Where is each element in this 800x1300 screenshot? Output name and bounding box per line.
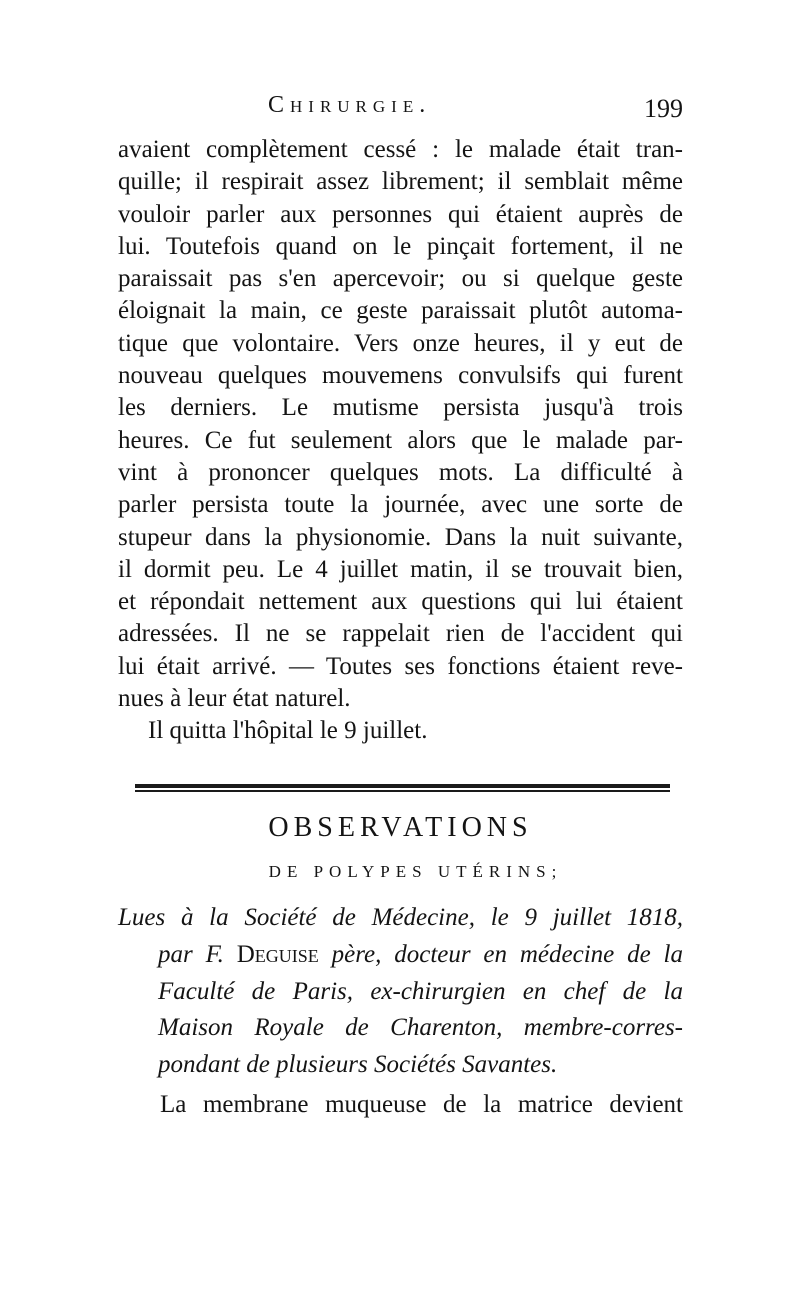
text-line: heures. Ce fut seulement alors que le malade par- [118, 426, 683, 454]
byline-line: Lues à la Société de Médecine, le 9 juillet 1818, [118, 904, 683, 931]
byline-suffix: père, docteur en médecine de la [318, 940, 683, 968]
text-line: parler persista toute la journée, avec une sorte de [118, 491, 683, 519]
text-line: nues à leur état naturel. [118, 685, 351, 713]
text-line: paraissait pas s'en apercevoir; ou si quelque geste [118, 265, 683, 293]
text-line: les derniers. Le mutisme persista jusqu'à trois [118, 394, 683, 422]
divider-thick-line [135, 784, 670, 788]
author-name: Deguise [236, 940, 319, 968]
text-line: éloignait la main, ce geste paraissait plutôt automa- [118, 297, 683, 325]
text-line: vint à prononcer quelques mots. La difficulté à [118, 458, 683, 486]
running-title: Chirurgie. [268, 92, 432, 118]
byline-line: pondant de plusieurs Sociétés Savantes. [158, 1051, 558, 1079]
section-subtitle: DE POLYPES UTÉRINS; [268, 862, 563, 881]
text-line: il dormit peu. Le 4 juillet matin, il se trouvait bien, [118, 555, 683, 583]
section-title: OBSERVATIONS [268, 812, 533, 843]
text-line: lui. Toutefois quand on le pinçait fortement, il ne [118, 232, 683, 260]
byline [118, 900, 683, 1084]
text-line: et répondait nettement aux questions qui lui étaient [118, 588, 683, 616]
paragraph-line: Il quitta l'hôpital le 9 juillet. [148, 717, 428, 745]
divider-thin-line [135, 790, 670, 792]
byline-prefix: par F. [158, 940, 237, 968]
section-divider-rule [135, 782, 670, 794]
running-head [118, 92, 683, 132]
text-line: lui était arrivé. — Toutes ses fonctions étaient reve- [118, 652, 683, 680]
text-line: quille; il respirait assez librement; il semblait même [118, 168, 683, 196]
body-text [118, 134, 683, 748]
text-line: stupeur dans la physionomie. Dans la nuit suivante, [118, 523, 683, 551]
text-line: avaient complètement cessé : le malade était tran- [118, 136, 683, 163]
byline-line: Faculté de Paris, ex-chirurgien en chef de la [158, 977, 683, 1005]
closing-line: La membrane muqueuse de la matrice devient [160, 1091, 683, 1118]
text-line: nouveau quelques mouvemens convulsifs qui furent [118, 362, 683, 390]
page-number: 199 [644, 94, 683, 123]
byline-line: Maison Royale de Charenton, membre-corres- [158, 1014, 683, 1042]
text-line: tique que volontaire. Vers onze heures, il y eut de [118, 329, 683, 357]
text-line: adressées. Il ne se rappelait rien de l'accident qui [118, 620, 683, 648]
text-line: vouloir parler aux personnes qui étaient auprès de [118, 200, 683, 228]
byline-line [118, 937, 683, 974]
